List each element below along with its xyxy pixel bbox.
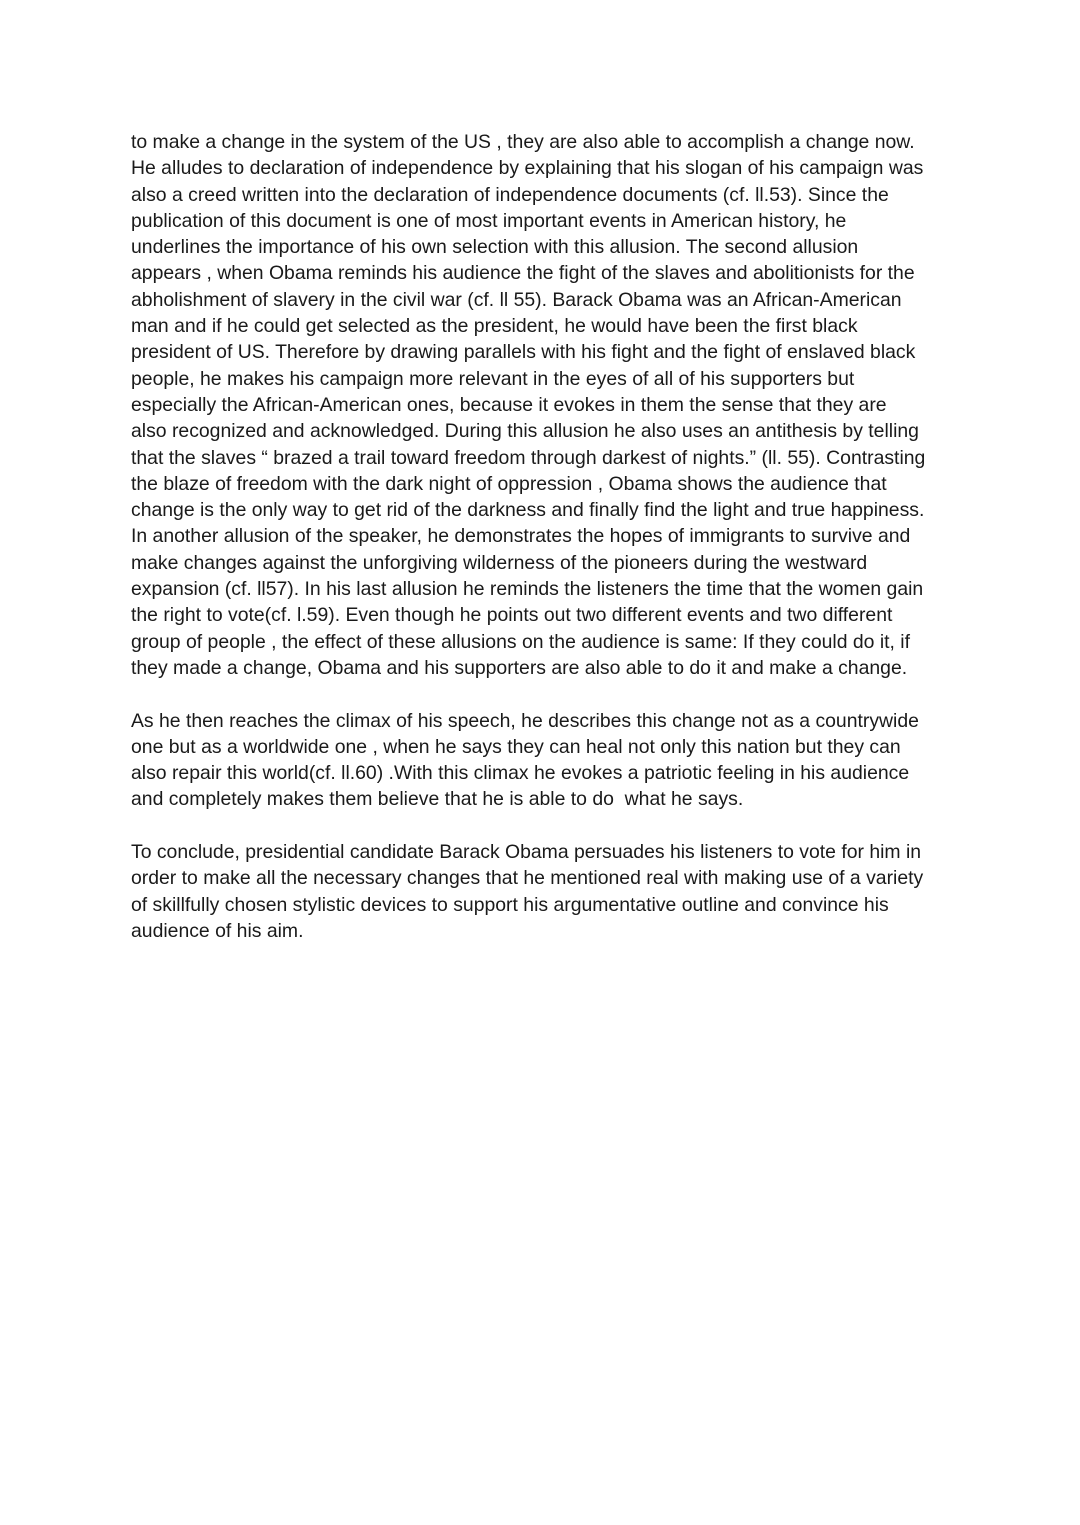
- text-line: In another allusion of the speaker, he demonstrates the hopes of immigrants to survive and: [131, 525, 911, 548]
- paragraph-climax: [131, 708, 961, 813]
- text-line: to make a change in the system of the US , they are also able to accomplish a change now.: [131, 131, 915, 153]
- text-line: make changes against the unforgiving wilderness of the pioneers during the westward: [131, 551, 868, 574]
- text-line: expansion (cf. ll57). In his last allusion he reminds the listeners the time that the women gain: [131, 578, 924, 601]
- text-line: man and if he could get selected as the president, he would have been the first black: [131, 315, 858, 338]
- text-line: change is the only way to get rid of the darkness and finally find the light and true happiness.: [131, 499, 925, 522]
- text-line: publication of this document is one of most important events in American history, he: [131, 209, 847, 232]
- text-line: As he then reaches the climax of his speech, he describes this change not as a countrywide: [131, 709, 919, 732]
- text-line: audience of his aim.: [131, 919, 304, 942]
- essay-text: [131, 129, 961, 944]
- text-line: order to make all the necessary changes that he mentioned real with making use of a variety: [131, 867, 924, 890]
- text-line: He alludes to declaration of independence by explaining that his slogan of his campaign was: [131, 157, 924, 180]
- text-line: one but as a worldwide one , when he says they can heal not only this nation but they can: [131, 735, 901, 758]
- text-line: also recognized and acknowledged. During this allusion he also uses an antithesis by telling: [131, 420, 919, 443]
- paragraph-allusions: [131, 129, 961, 681]
- paragraph-conclusion: [131, 839, 961, 944]
- text-line: of skillfully chosen stylistic devices to support his argumentative outline and convince his: [131, 893, 889, 916]
- text-line: that the slaves “ brazed a trail toward freedom through darkest of nights.” (ll. 55). Contrasting: [131, 446, 926, 469]
- paragraph-spacer: [131, 681, 961, 707]
- text-line: especially the African-American ones, because it evokes in them the sense that they are: [131, 393, 887, 416]
- text-line: appears , when Obama reminds his audience the fight of the slaves and abolitionists for the: [131, 262, 915, 285]
- text-line: they made a change, Obama and his supporters are also able to do it and make a change.: [131, 656, 908, 679]
- text-line: group of people , the effect of these allusions on the audience is same: If they could do it, if: [131, 630, 910, 653]
- paragraph-spacer: [131, 813, 961, 839]
- text-line: underlines the importance of his own selection with this allusion. The second allusion: [131, 236, 859, 259]
- text-line: people, he makes his campaign more relevant in the eyes of all of his supporters but: [131, 367, 855, 390]
- text-line: president of US. Therefore by drawing parallels with his fight and the fight of enslaved black: [131, 341, 916, 364]
- text-line: also a creed written into the declaration of independence documents (cf. ll.53). Since the: [131, 183, 889, 206]
- text-line: the right to vote(cf. l.59). Even though he points out two different events and two different: [131, 604, 893, 627]
- text-line: also repair this world(cf. ll.60) .With this climax he evokes a patriotic feeling in his audience: [131, 762, 910, 785]
- text-line: To conclude, presidential candidate Barack Obama persuades his listeners to vote for him in: [131, 841, 922, 864]
- text-line: and completely makes them believe that he is able to do what he says.: [131, 788, 744, 811]
- text-line: abholishment of slavery in the civil war (cf. ll 55). Barack Obama was an African-American: [131, 288, 902, 311]
- text-line: the blaze of freedom with the dark night of oppression , Obama shows the audience that: [131, 472, 887, 495]
